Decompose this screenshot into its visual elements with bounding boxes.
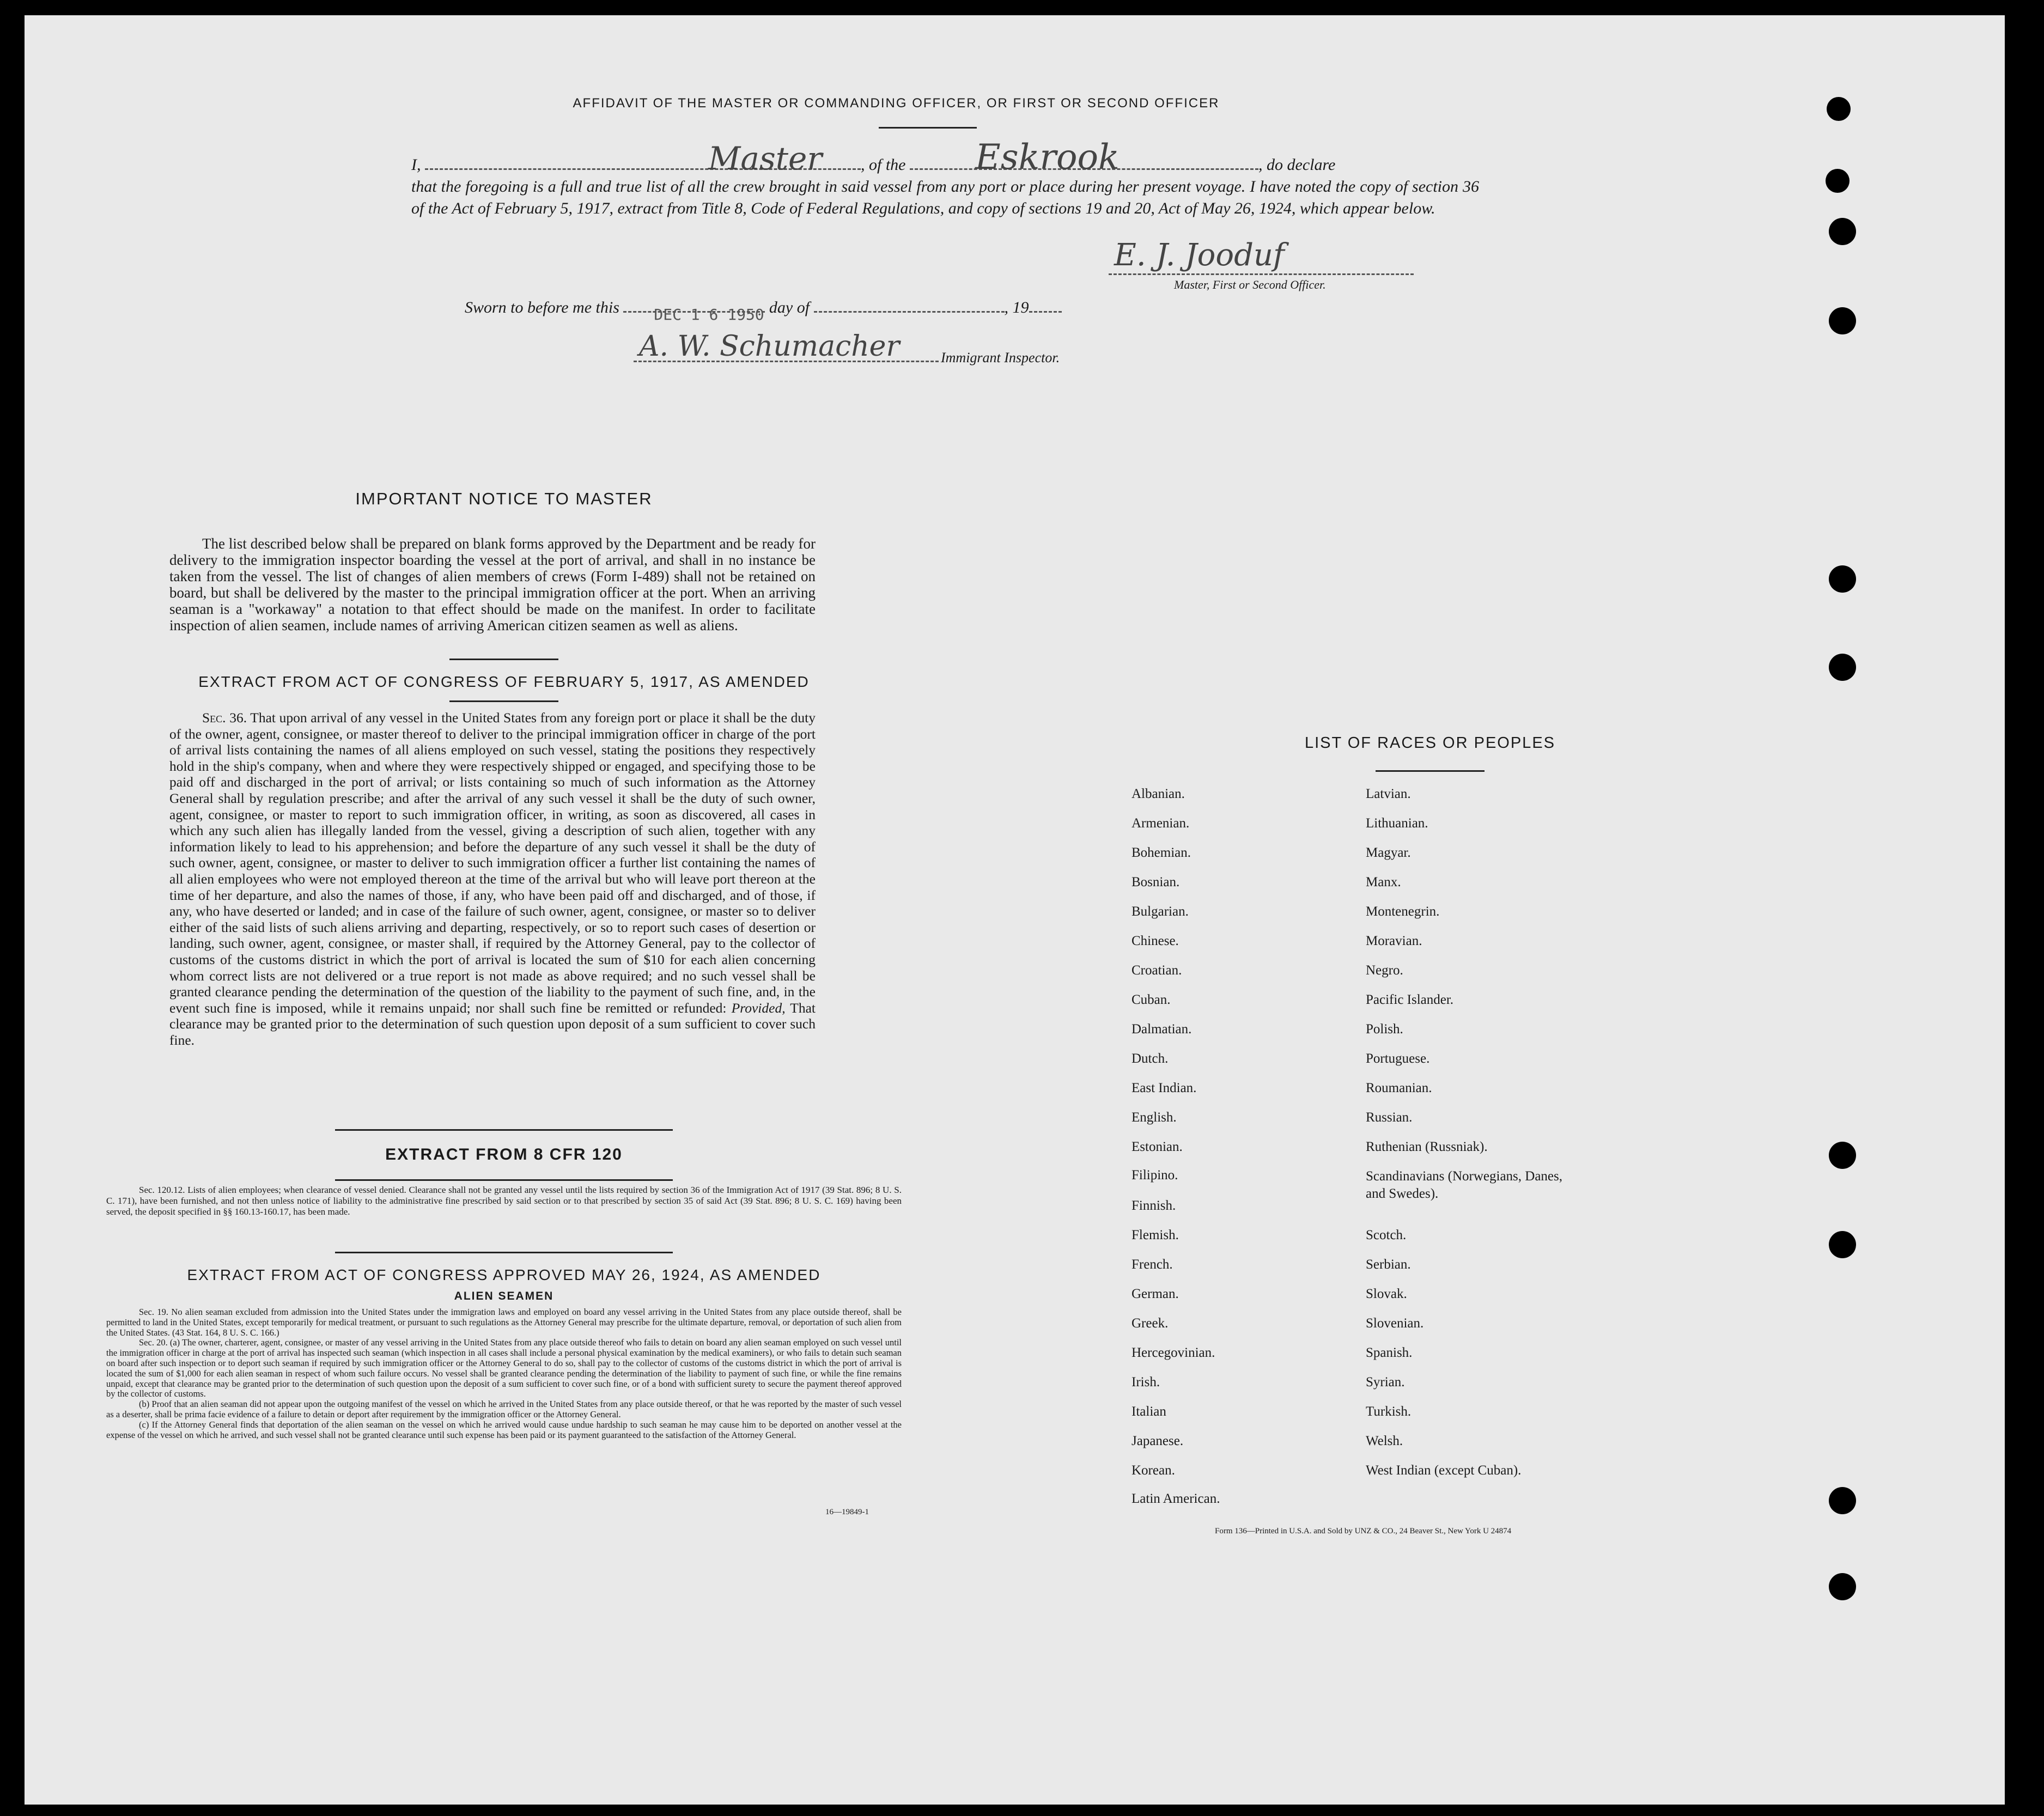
section-20c: (c) If the Attorney General finds that deportation of the alien seaman on the vessel on which he arrived would cause undue hardship to such seaman he may cause him to be deported on another vessel at the expense of the vessel on which he arrived, and such vessel shall not be granted clearance until such expense has been paid or its payment guaranteed to the satisfaction of the Attorney General.	[106, 1419, 902, 1440]
binder-hole	[1829, 218, 1856, 245]
vessel-name-handwritten: Eskrook	[975, 137, 1120, 178]
binder-hole	[1829, 1142, 1856, 1169]
signature-caption: Master, First or Second Officer.	[1174, 278, 1326, 291]
race-list-item: East Indian.	[1132, 1081, 1197, 1095]
race-list-item: Moravian.	[1366, 934, 1422, 948]
race-list-item: Greek.	[1132, 1316, 1169, 1331]
race-list-item: Serbian.	[1366, 1257, 1411, 1272]
race-list-item: Spanish.	[1366, 1345, 1413, 1360]
divider	[335, 1129, 673, 1131]
race-list-item: Dalmatian.	[1132, 1022, 1192, 1037]
binder-hole	[1829, 1573, 1856, 1600]
sworn-line	[465, 298, 1173, 324]
race-list-item: German.	[1132, 1287, 1179, 1301]
day-of-label: day of	[769, 298, 810, 316]
section-tail: That clearance may be granted prior to the determination of such question upon deposit of a sum sufficient to cover such fine.	[169, 1000, 816, 1048]
race-list-item: Japanese.	[1132, 1434, 1184, 1448]
binder-hole	[1829, 565, 1856, 593]
binder-hole	[1829, 654, 1856, 681]
race-list-item: Russian.	[1366, 1110, 1413, 1125]
race-list-item: Italian	[1132, 1404, 1166, 1419]
officer-rank-handwritten: Master	[708, 140, 823, 177]
races-title: LIST OF RACES OR PEOPLES	[1304, 734, 1556, 752]
act-1924-title: EXTRACT FROM ACT OF CONGRESS APPROVED MAY 26, 1924, AS AMENDED	[187, 1266, 821, 1283]
race-list-item: Slovak.	[1366, 1287, 1407, 1301]
race-list-item: Finnish.	[1132, 1198, 1176, 1213]
declare-label: , do declare	[1258, 156, 1336, 174]
race-list-item: Negro.	[1366, 963, 1403, 978]
race-list-item: Flemish.	[1132, 1228, 1179, 1242]
year-label: , 19	[1004, 298, 1029, 316]
printer-form-note: Form 136—Printed in U.S.A. and Sold by UNZ & CO., 24 Beaver St., New York U 24874	[1215, 1527, 1512, 1535]
section-20a: Sec. 20. (a) The owner, charterer, agent, consignee, or master of any vessel arriving in the United States from any place outside thereof who fails to detain on board any alien seaman employed on such vessel until the immigration officer in charge at the port of arrival has inspected such seaman (which inspection in all cases shall include a personal physical examination by the medical examiners), or who fails to detain such seaman on board after such inspection or to deport such seaman if required by such immigration officer or the Attorney General to do so, shall pay to the collector of customs of the customs district in which the port of arrival is located the sum of $1,000 for each alien seaman in respect of whom such failure occurs. No vessel shall be granted clearance pending the determination of the liability to payment of such fine, or while the fine remains unpaid, except that clearance may be granted prior to the determination of such question upon the deposit of a sum sufficient to cover such fine, or of a bond with sufficient surety to secure the payment thereof approved by the collector of customs.	[106, 1337, 902, 1399]
race-list-item: Syrian.	[1366, 1375, 1405, 1390]
race-list-item: Korean.	[1132, 1463, 1175, 1478]
binder-hole	[1827, 97, 1851, 121]
divider	[1376, 770, 1485, 772]
act-1924-text	[106, 1307, 902, 1440]
race-list-item: Estonian.	[1132, 1139, 1183, 1154]
section-20b: (b) Proof that an alien seaman did not appear upon the outgoing manifest of the vessel on which he arrived in the United States from any place outside thereof, or that he was reported by the master of such vessel as a deserter, shall be prima facie evidence of a failure to detain or deport after requirement by the immigration officer or the Attorney General.	[106, 1399, 902, 1419]
race-list-item: Manx.	[1366, 875, 1401, 889]
race-list-item: Bosnian.	[1132, 875, 1180, 889]
cfr-title: EXTRACT FROM 8 CFR 120	[385, 1145, 623, 1163]
act-1917-title: EXTRACT FROM ACT OF CONGRESS OF FEBRUARY 5, 1917, AS AMENDED	[198, 673, 810, 690]
of-the-label: , of the	[861, 156, 906, 174]
document-sheet	[25, 15, 2005, 1805]
race-list-item: Bohemian.	[1132, 845, 1191, 860]
alien-seamen-subtitle: ALIEN SEAMEN	[454, 1290, 554, 1302]
race-list-item: Latin American.	[1132, 1491, 1220, 1506]
race-list-item: Scandinavians (Norwegians, Danes, and Swedes).	[1366, 1169, 1563, 1201]
section-19: Sec. 19. No alien seaman excluded from admission into the United States under the immigration laws and employed on board any vessel arriving in the United States from any place outside thereof, shall be permitted to land in the United States, except temporarily for medical treatment, or pursuant to such regulations as the Attorney General may prescribe for the ultimate departure, removal, or deportation of such alien from the United States. (43 Stat. 164, 8 U. S. C. 166.)	[106, 1307, 902, 1338]
inspector-signature-block	[634, 330, 1124, 366]
race-list-item: Turkish.	[1366, 1404, 1412, 1419]
race-list-item: Cuban.	[1132, 992, 1171, 1007]
race-list-item: Bulgarian.	[1132, 904, 1189, 919]
binder-hole	[1829, 307, 1856, 334]
race-list-item: English.	[1132, 1110, 1177, 1125]
declaration-body: that the foregoing is a full and true list of all the crew brought in said vessel from any port or place during her present voyage. I have noted the copy of section 36 of the Act of February 5, 1917, extract from Title 8, Code of Federal Regulations, and copy of sections 19 and 20, Act of May 26, 1924, which appear below.	[411, 178, 1479, 217]
form-code: 16—19849-1	[825, 1508, 869, 1516]
section-text: That upon arrival of any vessel in the United States from any foreign port or place it shall be the duty of the owner, agent, consignee, or master thereof to deliver to the principal immigration officer in charge of the port of arrival lists containing the names of all aliens employed on such vessel, stating the positions they respectively hold in the ship's company, when and where they were respectively shipped or engaged, and specifying those to be paid off and discharged in the port of arrival; or lists containing so much of such information as the Attorney General shall by regulation prescribe; and after the arrival of any such vessel it shall be the duty of such owner, agent, consignee, or master to report to such immigration officer, in writing, as soon as discovered, all cases in which any such alien has illegally landed from the vessel, giving a description of such alien, together with any information likely to lead to his apprehension; and before the departure of any such vessel it shall be the duty of such owner, agent, consignee, or master to deliver to such immigration officer a further list containing the names of all alien employees who were not employed thereon at the time of the arrival but who will leave port thereon at the time of her departure, and also the names of those, if any, who have been paid off and discharged, and of those, if any, who have deserted or landed; and in case of the failure of such owner, agent, consignee, or master so to deliver either of the said lists of such aliens arriving and departing, respectively, or so to report such cases of desertion or landing, such owner, agent, consignee, or master shall, if required by the Attorney General, pay to the collector of customs of the customs district in which the port of arrival is located the sum of $10 for each alien concerning whom correct lists are not delivered or a true report is not made as above required; and no such vessel shall be granted clearance pending the determination of the question of the liability to the payment of such fine, and, in the event such fine is imposed, while it remains unpaid; nor shall such fine be remitted or refunded:	[169, 710, 816, 1016]
race-list-item: Filipino.	[1132, 1168, 1178, 1183]
race-list-item: Albanian.	[1132, 787, 1185, 801]
race-list-item: Latvian.	[1366, 787, 1411, 801]
race-list-item: Lithuanian.	[1366, 816, 1428, 831]
race-list-item: Roumanian.	[1366, 1081, 1432, 1095]
binder-hole	[1829, 1487, 1856, 1514]
race-list-item: Welsh.	[1366, 1434, 1403, 1448]
race-list-item: Croatian.	[1132, 963, 1182, 978]
race-list-item: Scotch.	[1366, 1228, 1407, 1242]
race-list-item: Slovenian.	[1366, 1316, 1424, 1331]
inspector-signature: A. W. Schumacher	[639, 330, 900, 363]
race-list-item: Portuguese.	[1366, 1051, 1430, 1066]
declaration-line	[411, 137, 1479, 178]
divider	[449, 700, 558, 702]
binder-hole	[1829, 1231, 1856, 1258]
race-list-item: Hercegovinian.	[1132, 1345, 1215, 1360]
divider	[879, 127, 977, 129]
divider	[335, 1179, 673, 1181]
date-stamp: DEC 1 6 1950	[654, 306, 764, 324]
race-list-item: Chinese.	[1132, 934, 1179, 948]
race-list-item: French.	[1132, 1257, 1173, 1272]
declaration-prefix: I,	[411, 156, 421, 174]
notice-text: The list described below shall be prepared on blank forms approved by the Department and be ready for delivery to the immigration inspector boarding the vessel at the port of arrival, and shall in no instance be taken from the vessel. The list of changes of alien members of crews (Form I-489) shall not be retained on board, but shall be delivered by the master to the principal immigration officer at the port. When an arriving seaman is a "workaway" a notation to that effect should be made on the manifest. In order to facilitate inspection of alien seamen, include names of arriving American citizen seamen as well as aliens.	[169, 535, 816, 633]
affidavit-declaration	[411, 137, 1479, 220]
master-signature-block	[1109, 237, 1446, 292]
race-list-item: Pacific Islander.	[1366, 992, 1454, 1007]
race-list-item: West Indian (except Cuban).	[1366, 1463, 1522, 1478]
race-list-item: Armenian.	[1132, 816, 1190, 831]
race-list-item: Polish.	[1366, 1022, 1403, 1037]
provided-term: Provided,	[731, 1000, 786, 1016]
binder-hole	[1826, 169, 1850, 193]
race-list-item: Irish.	[1132, 1375, 1160, 1390]
divider	[335, 1252, 673, 1253]
affidavit-title: AFFIDAVIT OF THE MASTER OR COMMANDING OFFICER, OR FIRST OR SECOND OFFICER	[573, 96, 1220, 111]
act-1917-section-36	[169, 710, 816, 1048]
master-signature: E. J. Jooduf	[1114, 237, 1285, 273]
cfr-text: Sec. 120.12. Lists of alien employees; when clearance of vessel denied. Clearance shall not be granted any vessel until the lists required by section 36 of the Immigration Act of 1917 (39 Stat. 896; 8 U. S. C. 171), have been furnished, and not then unless notice of liability to the administrative fine prescribed by said section or to that prescribed by section 35 of said Act (39 Stat. 896; 8 U. S. C. 169) having been served, the deposit specified in §§ 160.13-160.17, has been made.	[106, 1185, 902, 1217]
inspector-caption: Immigrant Inspector.	[941, 350, 1060, 365]
race-list-item: Magyar.	[1366, 845, 1411, 860]
sworn-label: Sworn to before me this	[465, 298, 619, 316]
race-list-item: Montenegrin.	[1366, 904, 1440, 919]
race-list-item: Ruthenian (Russniak).	[1366, 1139, 1488, 1154]
notice-title: IMPORTANT NOTICE TO MASTER	[355, 489, 653, 508]
divider	[449, 659, 558, 660]
race-list-item: Dutch.	[1132, 1051, 1169, 1066]
section-label: Sec. 36.	[202, 710, 247, 726]
